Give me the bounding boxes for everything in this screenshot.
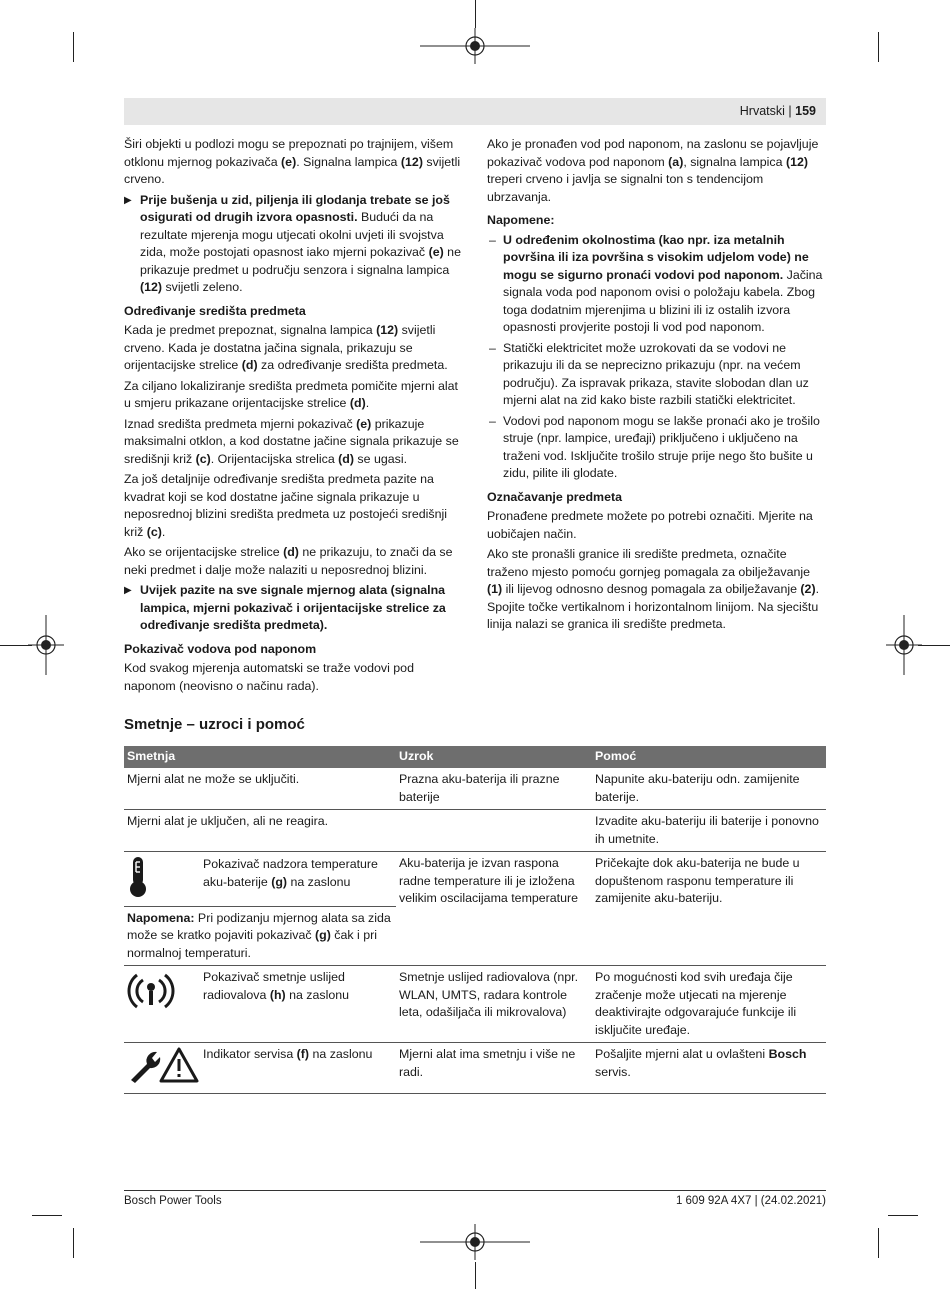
- crop-mark: [878, 32, 879, 62]
- column-header: Uzrok: [396, 746, 592, 768]
- page-footer: [124, 1190, 826, 1211]
- table-row: [124, 852, 826, 907]
- troubleshooting-title: Smetnje – uzroci i pomoć: [124, 716, 305, 733]
- crop-mark: [32, 1215, 62, 1216]
- fault-cell: Pokazivač nadzora temperature aku-baterije (g) na zaslonu: [124, 852, 396, 907]
- right-column: [487, 136, 826, 637]
- remedy-cell: Po mogućnosti kod svih uređaja čije zračenje može utjecati na mjerenje deaktivirajte odgovarajuće funkcije ili isključite uređaje.: [592, 966, 826, 1043]
- dash-item: – U određenim okolnostima (kao npr. iza metalnih površina ili iza površina s visokim udjelom vode) ne mogu se sigurno pronaći vodovi pod naponom. Jačina signala voda pod naponom ovisi o položaju kabela. Zbog toga dodatnim mjerenjima u blizini ili iz ostalih izvora opasnosti provjerite postoji li vod pod naponom.: [489, 232, 823, 334]
- thermometer-icon: [127, 856, 149, 898]
- remedy-cell: Napunite aku-bateriju odn. zamijenite baterije.: [592, 768, 826, 810]
- table-header-row: [124, 746, 826, 768]
- paragraph: Pronađene predmete možete po potrebi označiti. Mjerite na uobičajen način.: [487, 509, 813, 541]
- footer-doc-number: 1 609 92A 4X7 | (24.02.2021): [675, 1195, 826, 1207]
- radio-interference-icon: [127, 969, 175, 1013]
- footer-brand: Bosch Power Tools: [124, 1195, 222, 1207]
- fault-cell: Mjerni alat je uključen, ali ne reagira.: [124, 810, 396, 852]
- page-header: [124, 98, 826, 125]
- paragraph: Za još detaljnije određivanje središta predmeta pazite na kvadrat koji se kod dostatne jačine signala prikazuje u neposrednoj blizini središta predmeta uz postojeći središnji križ (c).: [124, 472, 448, 539]
- remedy-cell: Izvadite aku-bateriju ili baterije i ponovno ih umetnite.: [592, 810, 826, 852]
- crop-mark: [475, 1262, 476, 1289]
- triangle-bullet-icon: ▶: [124, 194, 132, 206]
- cause-cell: Aku-baterija je izvan raspona radne temperature ili je izložena velikim oscilacijama temperature: [396, 852, 592, 966]
- registration-mark-icon: [420, 28, 530, 64]
- dash-item: – Vodovi pod naponom mogu se lakše pronaći ako je trošilo struje (npr. lampice, uređaji) priključeno i uključeno na traženi vod. Isključite trošilo struje prije nego što bušite u zidu, pilite ili glodate.: [489, 413, 820, 480]
- crop-mark: [878, 1228, 879, 1258]
- crop-mark: [475, 0, 476, 28]
- fault-cell: Indikator servisa (f) na zaslonu: [124, 1043, 396, 1094]
- crop-mark: [918, 645, 950, 646]
- paragraph: Kod svakog mjerenja automatski se traže vodovi pod naponom (neovisno o načinu rada).: [124, 661, 414, 693]
- cause-cell: Smetnje uslijed radiovalova (npr. WLAN, UMTS, radara kontrole leta, odašiljača ili mikrovalova): [396, 966, 592, 1043]
- section-heading: Pokazivač vodova pod naponom: [124, 641, 317, 656]
- column-header: Pomoć: [592, 746, 826, 768]
- cause-cell: Prazna aku-baterija ili prazne baterije: [396, 768, 592, 810]
- paragraph: Za ciljano lokaliziranje središta predmeta pomičite mjerni alat u smjeru prikazane orijentacijske strelice (d).: [124, 378, 459, 410]
- registration-mark-icon: [886, 615, 922, 675]
- table-row: [124, 810, 826, 852]
- crop-mark: [73, 32, 74, 62]
- column-header: Smetnja: [124, 746, 396, 768]
- bullet-item: ▶ Uvijek pazite na sve signale mjernog alata (signalna lampica, mjerni pokazivač i orijentacijske strelice za određivanje središta predmeta).: [124, 583, 446, 632]
- cause-cell: Mjerni alat ima smetnju i više ne radi.: [396, 1043, 592, 1094]
- crop-mark: [73, 1228, 74, 1258]
- fault-cell: Pokazivač smetnje uslijed radiovalova (h) na zaslonu: [124, 966, 396, 1043]
- paragraph: Ako ste pronašli granice ili središte predmeta, označite traženo mjesto pomoću gornjeg pomagala za obilježavanje (1) ili lijevog odnosno desnog pomagala za obilježavanje (2). Spojite točke vertikalnom i horizontalnom linijom. Na sjecištu linija nalazi se granica ili središte predmeta.: [487, 547, 820, 631]
- section-heading: Određivanje središta predmeta: [124, 303, 306, 318]
- service-warning-icon: [127, 1046, 199, 1084]
- paragraph: Ako se orijentacijske strelice (d) ne prikazuju, to znači da se neki predmet i dalje može nalaziti u neposrednoj blizini.: [124, 545, 453, 577]
- notes-heading: Napomene:: [487, 213, 555, 227]
- remedy-cell: Pričekajte dok aku-baterija ne bude u dopuštenom rasponu temperature ili zamijenite aku-bateriju.: [592, 852, 826, 966]
- dash-item: – Statički elektricitet može uzrokovati da se vodovi ne prikazuju ili da se neprecizno prikazuju (npr. na većem području). Za ispravak prikaza, stavite slobodan dlan uz mjerni alat na zid kako biste razbili statički elektricitet.: [489, 340, 809, 407]
- remedy-cell: Pošaljite mjerni alat u ovlašteni Bosch servis.: [592, 1043, 826, 1094]
- note-cell: Napomena: Pri podizanju mjernog alata sa zida može se kratko pojaviti pokazivač (g) čak i pri normalnoj temperaturi.: [124, 906, 396, 966]
- registration-mark-icon: [420, 1224, 530, 1260]
- paragraph: Ako je pronađen vod pod naponom, na zaslonu se pojavljuje pokazivač vodova pod naponom (a), signalna lampica (12) treperi crveno i javlja se signalni ton s tendencijom ubrzavanja.: [487, 137, 819, 204]
- troubleshooting-table: [124, 746, 826, 1094]
- table-row: [124, 1043, 826, 1094]
- page-number: 159: [795, 104, 816, 118]
- header-text: [740, 103, 816, 121]
- table-row: [124, 966, 826, 1043]
- cause-cell: [396, 810, 592, 852]
- registration-mark-icon: [28, 615, 64, 675]
- paragraph: Širi objekti u podlozi mogu se prepoznati po trajnijem, višem otklonu mjernog pokazivača (e). Signalna lampica (12) svijetli crveno.: [124, 137, 461, 186]
- triangle-bullet-icon: ▶: [124, 585, 132, 596]
- left-column: [124, 136, 464, 698]
- paragraph: Kada je predmet prepoznat, signalna lampica (12) svijetli crveno. Kada je dostatna jačina signala, prikazuju se orijentacijske strelice (d) za određivanje središta predmeta.: [124, 323, 448, 372]
- section-heading: Označavanje predmeta: [487, 489, 622, 504]
- bullet-item: ▶ Prije bušenja u zid, piljenja ili glodanja trebate se još osigurati od drugih izvora opasnosti. Budući da na rezultate mjerenja mogu utjecati okolni uvjeti ili svojstva zida, može postojati opasnost iako mjerni pokazivač (e) ne prikazuje predmet u području senzora i signalna lampica (12) svijetli zeleno.: [124, 192, 461, 294]
- header-language: Hrvatski: [739, 104, 785, 118]
- fault-cell: Mjerni alat ne može se uključiti.: [124, 768, 396, 810]
- crop-mark: [888, 1215, 918, 1216]
- header-separator: |: [788, 104, 792, 118]
- table-row: [124, 768, 826, 810]
- paragraph: Iznad središta predmeta mjerni pokazivač (e) prikazuje maksimalni otklon, a kod dostatne jačine signala prikazuje se središnji križ (c). Orijentacijska strelica (d) se ugasi.: [124, 416, 459, 466]
